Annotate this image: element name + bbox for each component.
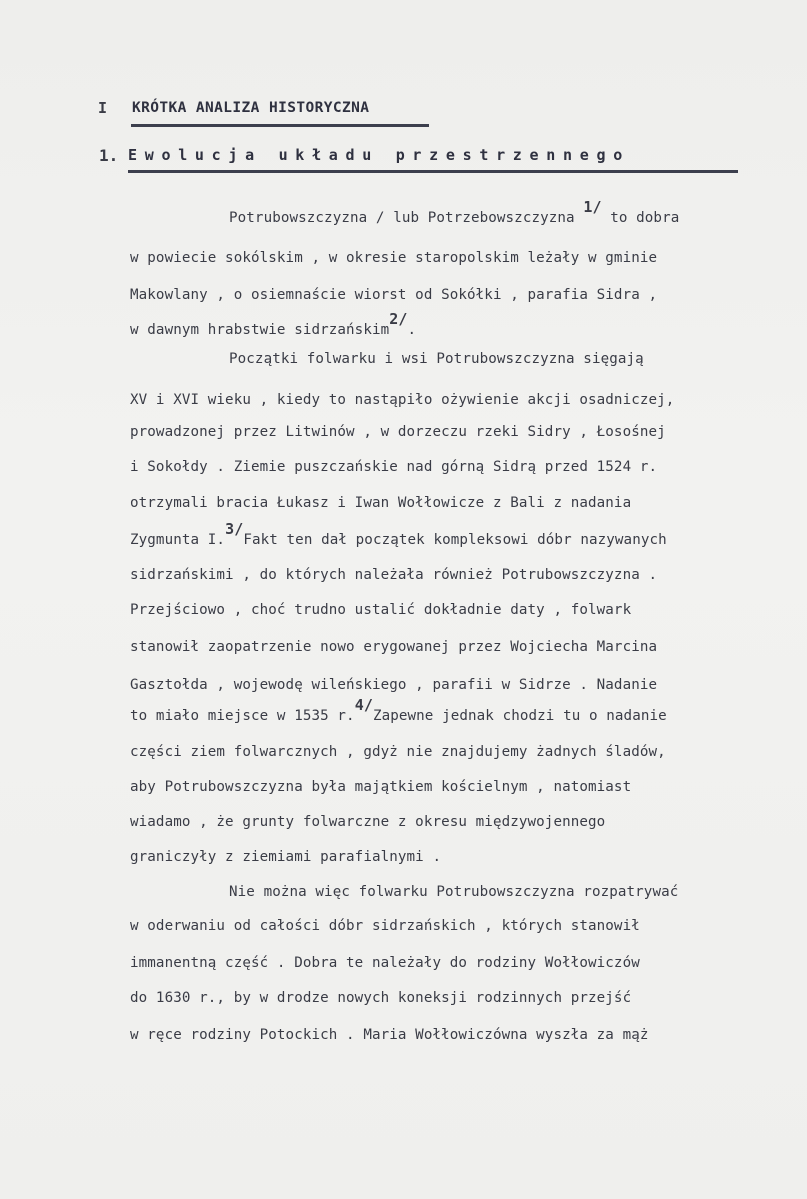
text-line: w powiecie sokólskim , w okresie staropolskim leżały w gminie: [130, 250, 658, 266]
text-line: w oderwaniu od całości dóbr sidrzańskich , których stanowił: [130, 918, 640, 934]
text-line: Potrubowszczyzna / lub Potrzebowszczyzna $^{1/}$ to dobra: [229, 198, 680, 226]
text-line: to miało miejsce w 1535 r.$^{4/}$Zapewne jednak chodzi tu o nadanie: [130, 696, 667, 724]
section-title: KRÓTKA ANALIZA HISTORYCZNA: [132, 100, 370, 116]
text-line: graniczyły z ziemiami parafialnymi .: [130, 849, 442, 865]
text-line: otrzymali bracia Łukasz i Iwan Wołłowicze z Bali z nadania: [130, 495, 632, 511]
text-line: aby Potrubowszczyzna była majątkiem kościelnym , natomiast: [130, 779, 632, 795]
text-line: do 1630 r., by w drodze nowych koneksji rodzinnych przejść: [130, 990, 632, 1006]
text-line: i Sokołdy . Ziemie puszczańskie nad górną Sidrą przed 1524 r.: [130, 459, 658, 475]
text-line: stanowił zaopatrzenie nowo erygowanej przez Wojciecha Marcina: [130, 639, 658, 655]
text-line: immanentną część . Dobra te należały do rodziny Wołłowiczów: [130, 955, 640, 971]
subsection-title-underline: [128, 170, 738, 173]
text-line: prowadzonej przez Litwinów , w dorzeczu rzeki Sidry , Łosośnej: [130, 424, 666, 440]
section-title-underline: [131, 124, 429, 127]
text-line: w ręce rodziny Potockich . Maria Wołłowiczówna wyszła za mąż: [130, 1027, 649, 1043]
footnote-ref: 1/: [583, 198, 602, 216]
text-line: w dawnym hrabstwie sidrzańskim$^{2/}$.: [130, 310, 417, 338]
text-line: Przejściowo , choć trudno ustalić dokładnie daty , folwark: [130, 602, 632, 618]
footnote-ref: 4/: [354, 696, 373, 714]
section-number: I: [98, 99, 108, 117]
footnote-ref: 3/: [225, 520, 244, 538]
subsection-title: Ewolucja układu przestrzennego: [128, 146, 630, 164]
text-line: Gasztołda , wojewodę wileńskiego , parafii w Sidrze . Nadanie: [130, 677, 658, 693]
text-line: Nie można więc folwarku Potrubowszczyzna rozpatrywać: [229, 884, 679, 900]
text-line: wiadamo , że grunty folwarczne z okresu międzywojennego: [130, 814, 606, 830]
text-line: XV i XVI wieku , kiedy to nastąpiło ożywienie akcji osadniczej,: [130, 392, 675, 408]
text-line: Początki folwarku i wsi Potrubowszczyzna sięgają: [229, 351, 644, 367]
subsection-number: 1.: [99, 146, 119, 165]
text-line: sidrzańskimi , do których należała również Potrubowszczyzna .: [130, 567, 658, 583]
text-line: Zygmunta I.$^{3/}$Fakt ten dał początek kompleksowi dóbr nazywanych: [130, 520, 667, 548]
text-line: części ziem folwarcznych , gdyż nie znajdujemy żadnych śladów,: [130, 744, 666, 760]
text-line: Makowlany , o osiemnaście wiorst od Sokółki , parafia Sidra ,: [130, 287, 658, 303]
footnote-ref: 2/: [389, 310, 408, 328]
